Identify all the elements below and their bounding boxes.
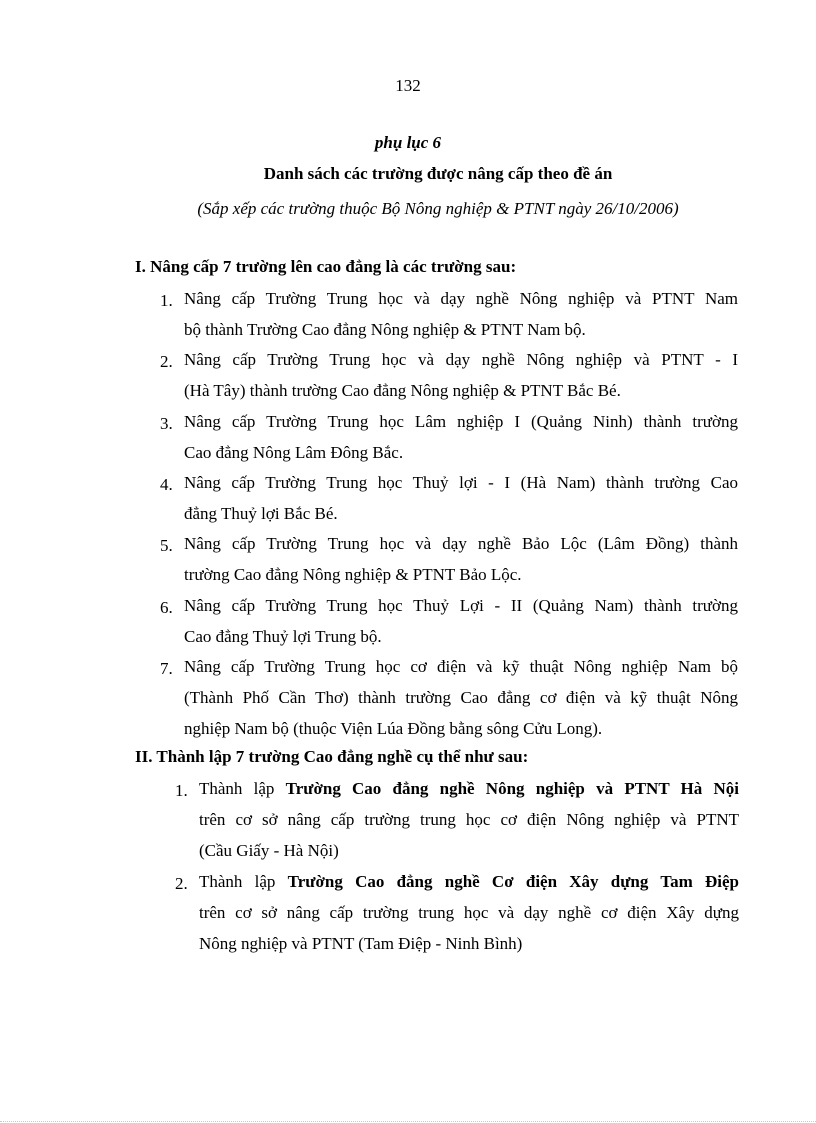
document-subtitle: (Sắp xếp các trường thuộc Bộ Nông nghiệp & PTNT ngày 26/10/2006) <box>197 199 679 218</box>
document-title: Danh sách các trường được nâng cấp theo đề án <box>263 164 613 183</box>
list-item <box>160 467 738 529</box>
list-item <box>160 528 738 590</box>
item-prefix: Thành lập <box>199 779 286 798</box>
item-number: 7. <box>160 659 173 678</box>
item-text-line: (Hà Tây) thành trường Cao đẳng Nông nghiệp & PTNT Bắc Bé. <box>184 381 621 400</box>
item-number: 1. <box>175 781 188 800</box>
item-number: 3. <box>160 414 173 433</box>
item-text-line <box>199 773 739 804</box>
list-item <box>160 651 738 744</box>
item-number: 4. <box>160 475 173 494</box>
item-number: 5. <box>160 536 173 555</box>
page-number: 132 <box>395 76 421 95</box>
item-text-line <box>199 866 739 897</box>
item-number: 2. <box>175 874 188 893</box>
list-item <box>175 773 739 866</box>
college-name: Trường Cao đẳng nghề Cơ điện Xây dựng Tam Điệp <box>287 872 739 891</box>
page-bottom-rule <box>0 1121 816 1122</box>
item-text-line: trên cơ sở nâng cấp trường trung học và dạy nghề cơ điện Xây dựng <box>199 903 739 922</box>
item-text-line: Nâng cấp Trường Trung học và dạy nghề Bảo Lộc (Lâm Đồng) thành <box>184 534 738 553</box>
item-text-line: nghiệp Nam bộ (thuộc Viện Lúa Đồng bằng sông Cửu Long). <box>184 719 603 738</box>
item-text-line: Nông nghiệp và PTNT (Tam Điệp - Ninh Bình) <box>199 934 523 953</box>
item-number: 1. <box>160 291 173 310</box>
item-text-line: Nâng cấp Trường Trung học cơ điện và kỹ thuật Nông nghiệp Nam bộ <box>184 657 738 676</box>
item-number: 6. <box>160 598 173 617</box>
section-heading: II. Thành lập 7 trường Cao đẳng nghề cụ thể như sau: <box>135 747 529 766</box>
list-item <box>160 406 738 468</box>
item-text-line: (Thành Phố Cần Thơ) thành trường Cao đẳng cơ điện và kỹ thuật Nông <box>184 688 738 707</box>
college-name: Trường Cao đẳng nghề Nông nghiệp và PTNT Hà Nội <box>285 779 739 798</box>
item-text-line: Cao đẳng Thuỷ lợi Trung bộ. <box>184 627 382 646</box>
item-text-line: trường Cao đẳng Nông nghiệp & PTNT Bảo Lộc. <box>184 565 522 584</box>
section-heading: I. Nâng cấp 7 trường lên cao đẳng là các trường sau: <box>135 257 517 276</box>
item-number: 2. <box>160 352 173 371</box>
item-text-line: Nâng cấp Trường Trung học Thuỷ lợi - I (Hà Nam) thành trường Cao <box>184 473 738 492</box>
appendix-label: phụ lục 6 <box>374 133 442 152</box>
item-prefix: Thành lập <box>199 872 288 891</box>
item-text-line: Nâng cấp Trường Trung học Thuỷ Lợi - II (Quảng Nam) thành trường <box>184 596 738 615</box>
list-item <box>175 866 739 959</box>
item-text-line: Nâng cấp Trường Trung học và dạy nghề Nông nghiệp và PTNT - I <box>184 350 738 369</box>
item-text-line: Nâng cấp Trường Trung học và dạy nghề Nông nghiệp và PTNT Nam <box>184 289 738 308</box>
list-item <box>160 590 738 652</box>
item-text-line: trên cơ sở nâng cấp trường trung học cơ điện Nông nghiệp và PTNT <box>199 810 739 829</box>
item-text-line: (Cầu Giấy - Hà Nội) <box>199 841 339 860</box>
item-text-line: Cao đẳng Nông Lâm Đông Bắc. <box>184 443 404 462</box>
item-text-line: Nâng cấp Trường Trung học Lâm nghiệp I (Quảng Ninh) thành trường <box>184 412 738 431</box>
item-text-line: bộ thành Trường Cao đẳng Nông nghiệp & PTNT Nam bộ. <box>184 320 586 339</box>
list-item <box>160 344 738 406</box>
list-item <box>160 283 738 345</box>
item-text-line: đẳng Thuỷ lợi Bắc Bé. <box>184 504 338 523</box>
